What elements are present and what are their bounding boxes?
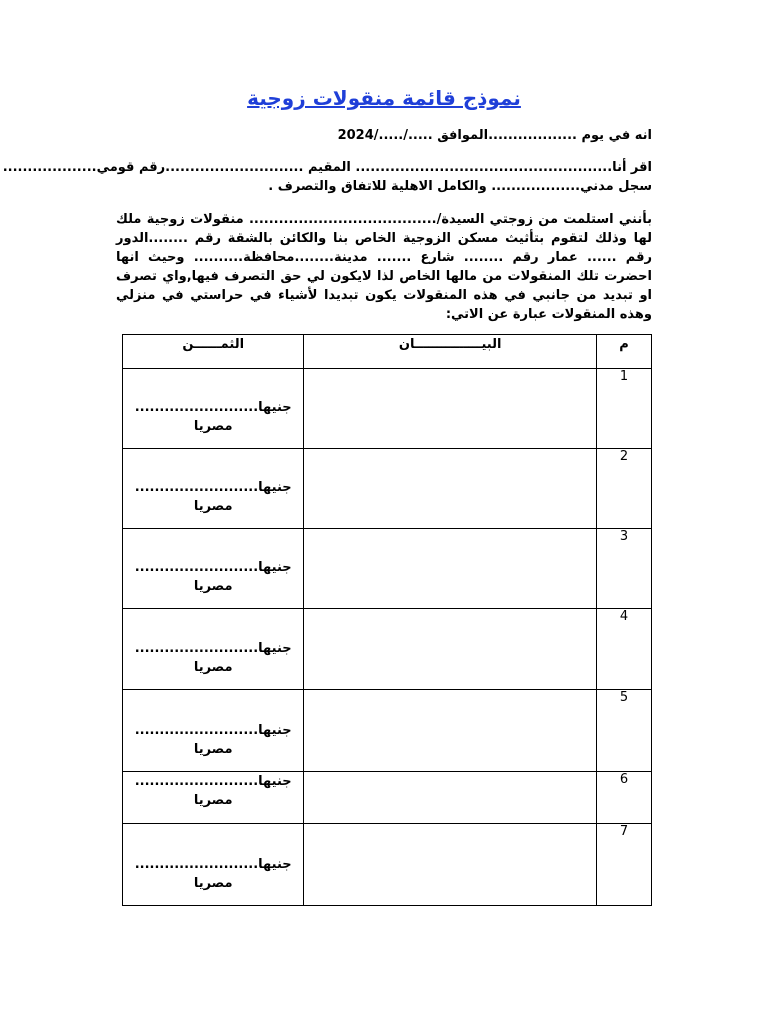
table-row	[123, 529, 652, 609]
items-table	[122, 334, 652, 906]
row-price-text: جنيها......................... مصريا	[134, 723, 292, 757]
header-description: البيـــــــــــــــان	[304, 335, 597, 369]
row-price[interactable]	[123, 824, 304, 906]
row-number: 6	[596, 772, 651, 824]
acknowledge-line-1: اقر أنا.................................................... المقيم ............................رقم قومي...................	[2, 160, 652, 175]
row-description[interactable]	[304, 824, 597, 906]
row-price[interactable]	[123, 369, 304, 449]
row-description[interactable]	[304, 690, 597, 772]
table-row	[123, 824, 652, 906]
row-price[interactable]	[123, 772, 304, 824]
table-header-row	[123, 335, 652, 369]
row-price-text: جنيها......................... مصريا	[134, 774, 292, 808]
row-price-text: جنيها......................... مصريا	[134, 857, 292, 891]
row-price[interactable]	[123, 529, 304, 609]
row-price-text: جنيها......................... مصريا	[134, 400, 292, 434]
header-price: الثمــــــن	[123, 335, 304, 369]
row-number: 2	[596, 449, 651, 529]
acknowledge-line-2: سجل مدني.................. والكامل الاهلية للاتفاق والتصرف .	[268, 179, 652, 194]
table-row	[123, 690, 652, 772]
document-title: نموذج قائمة منقولات زوجية	[247, 86, 521, 110]
row-number: 1	[596, 369, 651, 449]
row-price-text: جنيها......................... مصريا	[134, 480, 292, 514]
table-row	[123, 449, 652, 529]
body-paragraph: بأنني استلمت من زوجتي السيدة/...................................... منقولات زوجية ملك لها وذلك لتقوم بتأثيث مسكن الزوجية الخاص بنا والكائن بالشقة رقم ........الدور رقم ...... عمار رقم ........ شارع ....... مدينة........محافظة.......... وحيث انها احضرت تلك المنقولات من مالها الخاص لذا لايكون لي حق التصرف فيها,واي تصرف او تبديد من جانبي في هذه المنقولات يكون تبديدا لأشياء في حراستي في منزلي وهذه المنقولات عبارة عن الاتي:	[116, 212, 652, 322]
row-price[interactable]	[123, 690, 304, 772]
header-number: م	[596, 335, 651, 369]
row-price-text: جنيها......................... مصريا	[134, 560, 292, 594]
row-description[interactable]	[304, 529, 597, 609]
row-number: 5	[596, 690, 651, 772]
table-row	[123, 609, 652, 690]
row-description[interactable]	[304, 609, 597, 690]
row-price[interactable]	[123, 609, 304, 690]
row-price[interactable]	[123, 449, 304, 529]
row-number: 3	[596, 529, 651, 609]
row-price-text: جنيها......................... مصريا	[134, 641, 292, 675]
date-line: انه في يوم ..................الموافق ...../...../2024	[337, 128, 652, 143]
table-row	[123, 369, 652, 449]
row-description[interactable]	[304, 449, 597, 529]
table-row	[123, 772, 652, 824]
row-number: 4	[596, 609, 651, 690]
row-number: 7	[596, 824, 651, 906]
row-description[interactable]	[304, 772, 597, 824]
row-description[interactable]	[304, 369, 597, 449]
